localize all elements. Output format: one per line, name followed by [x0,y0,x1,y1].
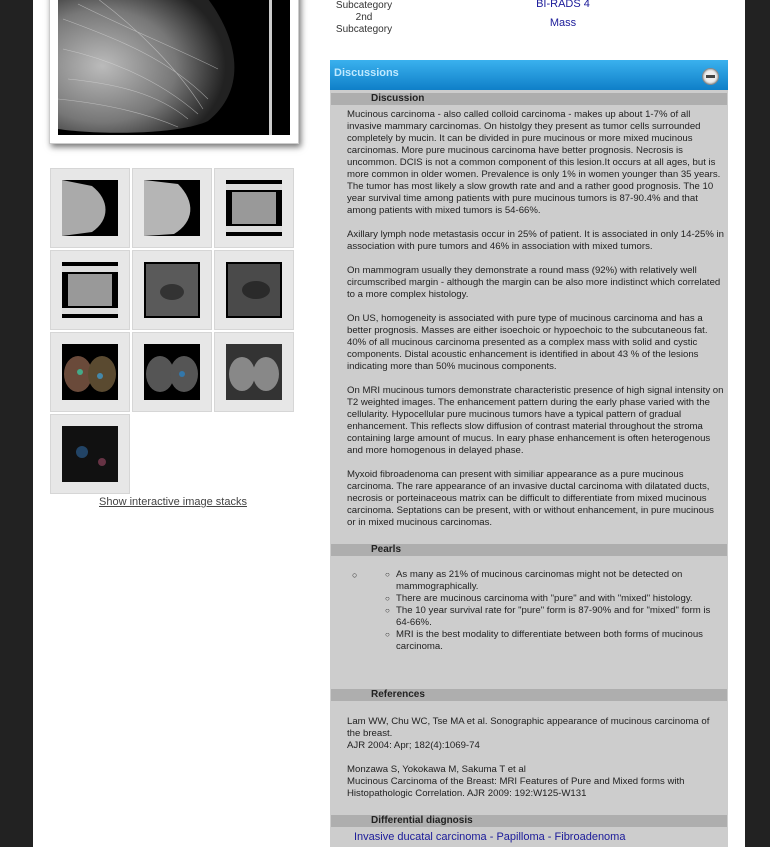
subcategory2-label-line1: 2nd [355,12,373,23]
show-image-stacks-link[interactable]: Show interactive image stacks [99,496,247,508]
discussions-header[interactable] [330,60,728,90]
references-heading: References [331,689,727,701]
differential-diagnosis-links[interactable]: Invasive ducatal carcinoma - Papilloma - Fibroadenoma [354,831,626,843]
main-mammogram-image[interactable] [58,0,290,135]
reference-source: AJR 2004: Apr; 182(4):1069-74 [347,740,480,751]
thumbnail-7[interactable] [50,332,130,412]
discussions-title: Discussions [334,67,399,79]
subcategory-value: BI-RADS 4 [536,0,590,10]
reference-text: Monzawa S, Yokokawa M, Sakuma T et al [347,764,526,775]
thumbnail-3[interactable] [214,168,294,248]
reference-text: Lam WW, Chu WC, Tse MA et al. Sonographic appearance of mucinous carcinoma of the breast. [347,716,710,739]
pearl-item: ○ As many as 21% of mucinous carcinomas might not be detected on mammographically. [396,569,718,593]
pearl-item: ○ There are mucinous carcinoma with "pure" and with "mixed" histology. [396,593,718,605]
discussion-paragraph: Myxoid fibroadenoma can present with similiar appearance as a pure mucinous carcinoma. The rare appearance of an invasive ductal carcinoma with dilatated ducts, necrosis or porteinaceous matrix can be difficult to differentiate from mixed mucinous carcinoma. Septations can be present, with or without enhancement, in pure mucinous or in mixed mucinous carcinomas. [347,469,714,528]
differential-heading: Differential diagnosis [331,815,727,827]
discussion-paragraph: On MRI mucinous tumors demonstrate characteristic presence of high signal intensity on T2 weighted images. The enhancement pattern during the early phase varied with the cellularity. Hypocellular pure mucinous tumors have a typical pattern of gradual enhancement. This reflects slow diffusion of contrast material throughout the stroma containing large amount of mucus. In eary phase enhancement is often heterogenous and more homogenous in delayed phase. [347,385,724,456]
discussion-body [347,109,725,541]
reference-source: Mucinous Carcinoma of the Breast: MRI Features of Pure and Mixed forms with Histopathologic Correlation. AJR 2009: 192:W125-W131 [347,776,685,799]
thumbnail-9[interactable] [214,332,294,412]
subcategory2-label-line2: Subcategory [335,24,393,35]
discussions-panel [330,60,728,847]
thumbnail-1[interactable] [50,168,130,248]
references-list [347,716,725,812]
thumbnail-4[interactable] [50,250,130,330]
discussion-paragraph: On US, homogeneity is associated with pure type of mucinous carcinoma and has a better prognosis. Masses are either isoechoic or hypoechoic to the subcutaneous fat. 40% of all mucinous carcinoma presented as a complex mass with solid and cystic components. Distal acoustic enhancement is identified in about 43 % of the lesions indicating more than 50% mucinous components. [347,313,708,372]
pearl-item: ○ The 10 year survival rate for "pure" form is 87-90% and for "mixed" form is 64-66%. [396,605,718,629]
discussion-paragraph: Axillary lymph node metastasis occur in 25% of patient. It is associated in only 14-25% in association with pure tumors and 46% in association with mixed tumors. [347,229,725,252]
discussion-paragraph: On mammogram usually they demonstrate a round mass (92%) with relatively well circumscribed margin - although the margin can be also more indistinct which correlated to a more complex histology. [347,265,721,300]
main-image-frame[interactable] [49,0,299,144]
discussion-paragraph: Mucinous carcinoma - also called colloid carcinoma - makes up about 1-7% of all invasive mammary carcinomas. On histolgy they present as tumor cells surrounded completely by mucin. It can be divided in pure mucinous or more mixed mucinous carcinomas. More pure mucinous carcinoma have better prognosis. Necrosis is uncommon. DCIS is not a common component of this lesion.It occurs at all ages, but is more common in older women. Prevalence is only 1% in women younger than 35 years. The tumor has most likely a slow growth rate and and a rather good prognosis. The 10 year survival time among patients with pure mucinous tumors is 87-90.4% and that among patients with mixed tumors is 54-66%. [347,109,721,216]
pearl-item: ○ MRI is the best modality to differentiate between both forms of mucinous carcinoma. [396,629,718,653]
subcategory-label: Subcategory [335,0,393,11]
thumbnail-5[interactable] [132,250,212,330]
reference-item [347,716,725,752]
thumbnail-10[interactable] [50,414,130,494]
thumbnail-6[interactable] [214,250,294,330]
thumbnail-8[interactable] [132,332,212,412]
subcategory2-value: Mass [549,17,577,29]
reference-item [347,764,725,800]
pearls-list [396,569,718,653]
pearls-outer-bullet: ○ [352,570,358,580]
pearls-heading: Pearls [331,544,727,556]
collapse-icon[interactable] [702,68,719,85]
page [33,0,745,847]
thumbnail-2[interactable] [132,168,212,248]
discussion-heading: Discussion [331,93,727,105]
